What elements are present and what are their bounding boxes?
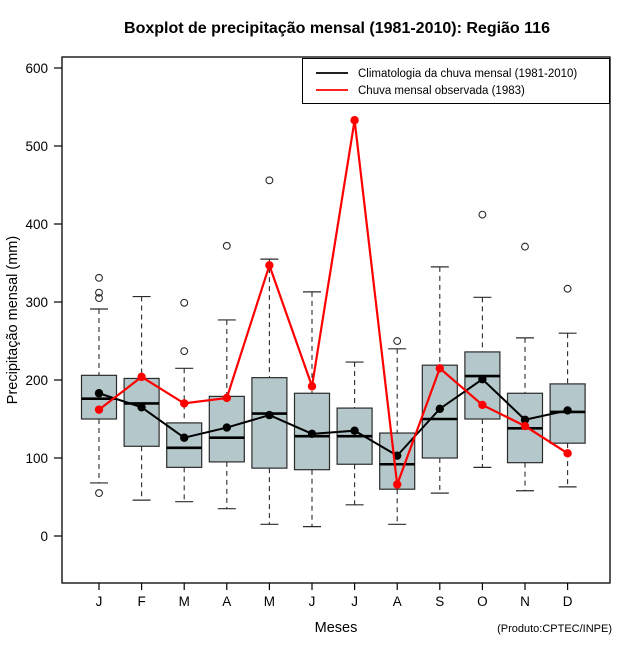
climatology-point [180,434,188,442]
climatology-point [308,430,316,438]
boxplot-A-8 [380,338,415,525]
y-tick-label: 300 [25,295,48,310]
outlier-point [522,243,529,250]
observed-point [521,422,529,430]
x-tick-label: J [308,594,316,609]
legend-label-observed: Chuva mensal observada (1983) [358,85,525,97]
x-tick-label: F [137,594,146,609]
boxplot-N-11 [508,243,543,491]
outlier-point [181,299,188,306]
boxplot-F-2 [124,297,159,501]
chart-title: Boxplot de precipitação mensal (1981-2010): Região 116 [124,20,550,37]
x-tick-label: N [520,594,530,609]
x-axis-label: Meses [314,620,358,636]
climatology-point [563,406,571,414]
climatology-point [350,427,358,435]
y-tick-label: 0 [40,529,48,544]
x-tick-label: O [477,594,488,609]
observed-point [308,382,316,390]
x-tick-label: M [263,594,276,609]
outlier-point [96,274,103,281]
climatology-point [265,411,273,419]
climatology-point [137,403,145,411]
climatology-point [478,375,486,383]
y-tick-label: 600 [25,61,48,76]
observed-point [563,449,571,457]
outlier-point [479,211,486,218]
outlier-point [181,348,188,355]
outlier-point [223,242,230,249]
x-tick-label: J [95,594,103,609]
x-tick-label: S [435,594,445,609]
observed-point [436,364,444,372]
climatology-point [223,423,231,431]
boxplot-J-6 [295,292,330,527]
observed-point [265,261,273,269]
legend-label-climatology: Climatologia da chuva mensal (1981-2010) [358,68,578,80]
boxplot-O-10 [465,211,500,467]
y-tick-label: 200 [25,373,48,388]
observed-point [180,399,188,407]
plot-area [25,57,610,609]
boxplot-A-4 [209,242,244,508]
x-tick-label: M [178,594,190,609]
x-tick-label: D [562,594,573,609]
outlier-point [564,285,571,292]
y-tick-label: 400 [25,217,48,232]
boxplot-J-1 [82,274,117,496]
x-tick-label: A [392,594,402,609]
outlier-point [394,338,401,345]
x-tick-label: A [222,594,232,609]
plot-frame [62,57,610,583]
outlier-point [266,177,273,184]
legend [303,59,610,104]
observed-point [393,480,401,488]
iqr-box [124,378,159,446]
outlier-point [96,490,103,497]
y-axis-label: Precipitação mensal (mm) [5,235,21,405]
observed-point [478,401,486,409]
y-tick-label: 100 [25,451,48,466]
observed-point [137,373,145,381]
observed-point [223,394,231,402]
iqr-box [252,378,287,468]
observed-point [95,405,103,413]
climatology-point [95,389,103,397]
observed-point [350,116,358,124]
x-tick-label: J [351,594,358,609]
climatology-point [436,405,444,413]
y-tick-label: 500 [25,139,48,154]
credit-label: (Produto:CPTEC/INPE) [497,623,612,635]
boxplot-M-5 [252,177,287,524]
